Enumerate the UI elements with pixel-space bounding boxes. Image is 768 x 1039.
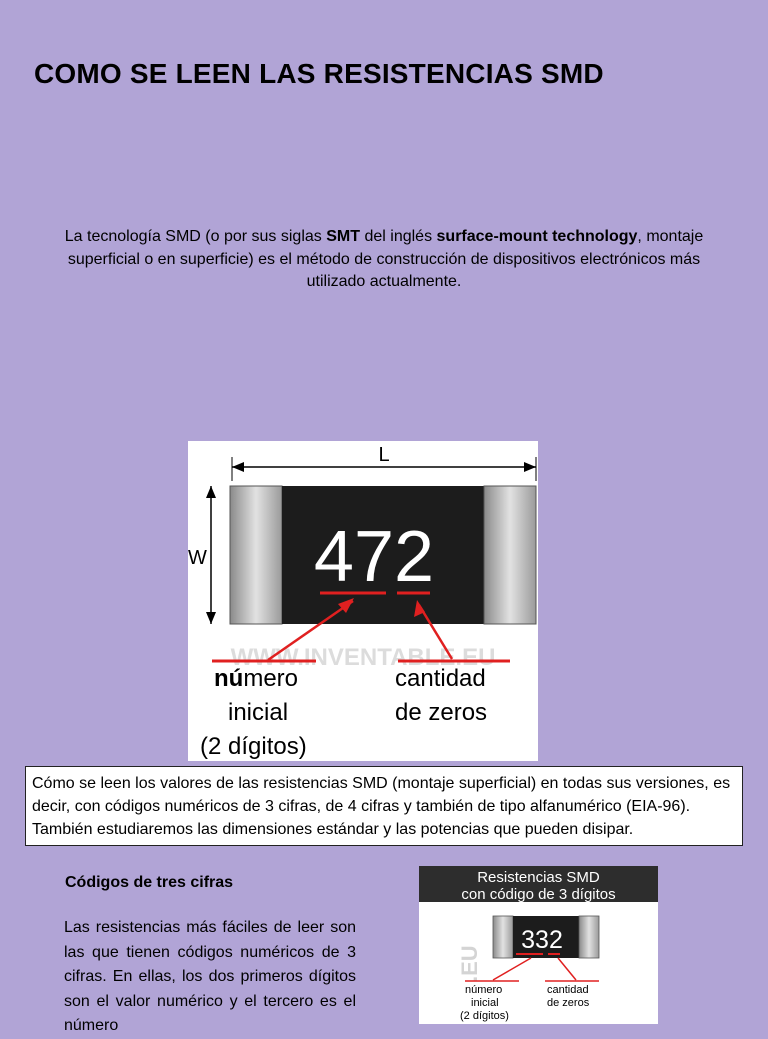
three-digit-code-figure <box>419 866 658 1024</box>
intro-paragraph <box>40 226 728 294</box>
smd-resistor-diagram <box>188 441 538 761</box>
figure2-svg <box>419 902 658 1024</box>
left-caption-rest: mero <box>243 665 299 692</box>
width-arrow-top <box>206 486 216 498</box>
figure2-left-caption-line2: inicial <box>471 997 499 1009</box>
figure2-header-line2: con código de 3 dígitos <box>461 886 616 903</box>
resistor-left-terminal <box>230 486 282 624</box>
figure2-right-terminal <box>579 916 599 958</box>
left-caption-line2: inicial <box>228 699 289 726</box>
watermark: WWW.INVENTABLE.EU <box>230 644 496 671</box>
width-label: W <box>188 547 207 569</box>
length-arrow-right <box>524 462 536 472</box>
intro-bold-smt: SMT <box>326 228 361 245</box>
left-caption-bold: nú <box>214 665 244 692</box>
smd-diagram-svg <box>188 441 538 761</box>
figure2-header-line1: Resistencias SMD <box>477 869 600 886</box>
resistor-code: 472 <box>313 517 435 597</box>
length-arrow-left <box>232 462 244 472</box>
intro-text-3: , montaje superficial o en superficie) es el método de construcción de dispositivos electrónicos más utilizado actualmente. <box>67 228 704 290</box>
figure2-code: 332 <box>521 926 563 954</box>
figure2-right-caption-line1: cantidad <box>547 984 589 996</box>
page-title: COMO SE LEEN LAS RESISTENCIAS SMD <box>34 58 604 89</box>
resistor-right-terminal <box>484 486 536 624</box>
figure2-multiplier-pointer <box>558 958 576 980</box>
width-arrow-bottom <box>206 612 216 624</box>
intro-text-1: La tecnología SMD (o por sus siglas <box>64 228 327 245</box>
length-label: L <box>378 444 390 466</box>
right-caption-line1: cantidad <box>395 665 486 692</box>
figure2-left-caption-line1: número <box>465 984 503 996</box>
right-caption-line2: de zeros <box>395 699 488 726</box>
figure2-left-caption-line3: (2 dígitos) <box>460 1010 509 1022</box>
info-box: Cómo se leen los valores de las resistencias SMD (montaje superficial) en todas sus versiones, es decir, con códigos numéricos de 3 cifras, de 4 cifras y también de tipo alfanumérico (EIA-96). También estudiaremos las dimensiones estándar y las potencias que pueden disipar. <box>25 766 743 846</box>
intro-text-2: del inglés <box>360 228 437 245</box>
left-caption-line3: (2 dígitos) <box>200 733 307 760</box>
figure2-initial-pointer <box>493 958 531 980</box>
figure2-left-terminal <box>493 916 513 958</box>
section-title: Códigos de tres cifras <box>65 874 234 891</box>
section-body: Las resistencias más fáciles de leer son las que tienen códigos numéricos de 3 cifras. En ellas, los dos primeros dígitos son el valor numérico y el tercero es el número <box>64 919 356 1035</box>
figure2-right-caption-line2: de zeros <box>547 997 590 1009</box>
figure2-header <box>419 866 658 902</box>
figure2-watermark: .EU <box>457 945 482 982</box>
intro-bold-smt-full: surface-mount technology <box>436 228 638 245</box>
left-caption-line1 <box>214 665 298 692</box>
